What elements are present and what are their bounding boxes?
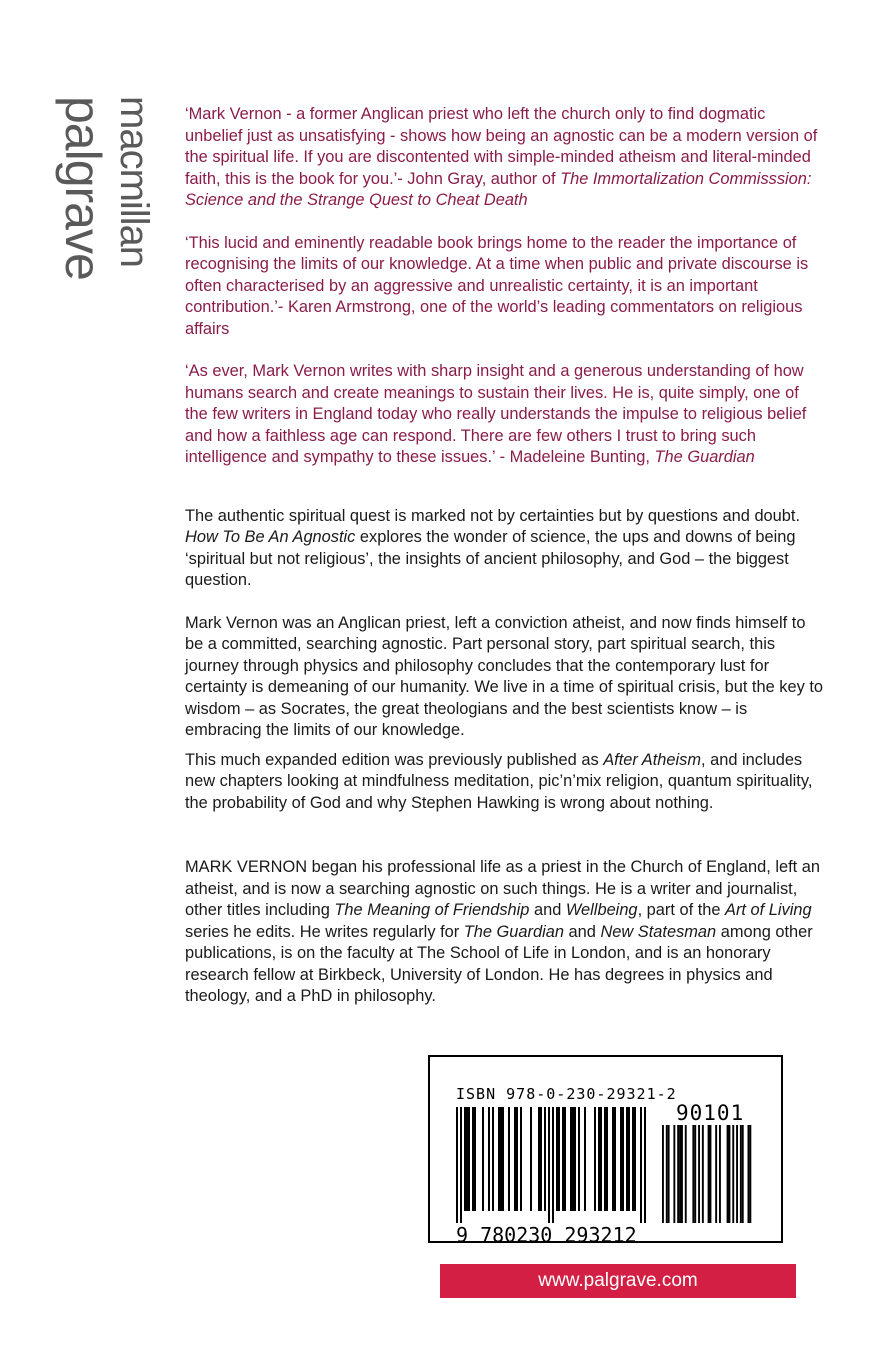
review-quote bbox=[185, 361, 825, 469]
bio-title-italic: Wellbeing bbox=[565, 901, 638, 919]
barcode-bar bbox=[464, 1107, 466, 1211]
addon-bar bbox=[710, 1125, 712, 1223]
publisher-logo-text bbox=[55, 96, 160, 306]
bio-title-italic: Art of Living bbox=[725, 901, 812, 919]
addon-bar bbox=[748, 1125, 750, 1223]
barcode-bar bbox=[562, 1107, 564, 1211]
logo-palgrave: palgrave bbox=[55, 96, 111, 280]
addon-bar bbox=[719, 1125, 721, 1223]
isbn-label: ISBN 978-0-230-29321-2 bbox=[456, 1085, 677, 1103]
addon-bar bbox=[702, 1125, 704, 1223]
barcode-bar bbox=[492, 1107, 494, 1211]
barcode-bar bbox=[628, 1107, 630, 1211]
barcode-bar bbox=[530, 1107, 532, 1211]
addon-bar bbox=[732, 1125, 734, 1223]
addon-bar bbox=[692, 1125, 694, 1223]
barcode-bar bbox=[626, 1107, 628, 1211]
addon-bar bbox=[673, 1125, 675, 1223]
barcode-bar bbox=[514, 1107, 516, 1211]
bio-text: MARK VERNON began his professional life as a priest in the Church of England, left an atheist, and is now a searching agnostic on such things. He is a writer and journalist, other titles including bbox=[185, 858, 821, 919]
barcode-bar bbox=[594, 1107, 596, 1211]
barcode-bars bbox=[446, 1107, 768, 1225]
barcode-bar bbox=[558, 1107, 560, 1211]
barcode-bar bbox=[508, 1107, 510, 1211]
barcode-bar bbox=[456, 1107, 458, 1223]
bio-title-italic: New Statesman bbox=[600, 922, 717, 941]
barcode-bar bbox=[600, 1107, 602, 1211]
barcode-bar bbox=[538, 1107, 540, 1211]
barcode-bar bbox=[466, 1107, 468, 1211]
barcode-bar bbox=[578, 1107, 580, 1211]
addon-bar bbox=[666, 1125, 668, 1223]
barcode-bar bbox=[640, 1107, 642, 1223]
addon-bar bbox=[681, 1125, 683, 1223]
bio-text: among other publications, is on the faculty at The School of Life in London, and is an honorary research fellow at Birkbeck, University of London. He has degrees in physics and theology, and a PhD in philosophy. bbox=[185, 922, 813, 1005]
price-code: 90101 bbox=[676, 1101, 745, 1125]
description-text: , and includes new chapters looking at mindfulness meditation, pic’n’mix religion, quantum spirituality, the probability of God and why Stephen Hawking is wrong about nothing. bbox=[185, 750, 813, 812]
review-quote bbox=[185, 233, 825, 341]
barcode-bar bbox=[544, 1107, 546, 1211]
barcode-bar bbox=[572, 1107, 574, 1211]
barcode-bar bbox=[556, 1107, 558, 1211]
book-title-italic: After Atheism bbox=[603, 750, 701, 769]
barcode-bar bbox=[598, 1107, 600, 1211]
bio-title-italic: The Meaning of Friendship bbox=[334, 901, 530, 919]
quote-text: ‘As ever, Mark Vernon writes with sharp insight and a generous understanding of how humans search and create meanings to sustain their lives. He is, quite simply, one of the few writers in England today who really understands the impulse to religious belief and how a faithless age can respond. There are few others I trust to bring such intelligence and sympathy to these issues.’ - Madeleine Bunting, bbox=[185, 362, 807, 466]
addon-bar bbox=[749, 1125, 751, 1223]
author-bio bbox=[185, 857, 825, 1008]
barcode-bar bbox=[502, 1107, 504, 1211]
addon-bar bbox=[679, 1125, 681, 1223]
barcode-bar bbox=[632, 1107, 634, 1211]
addon-bar bbox=[742, 1125, 744, 1223]
description-text: This much expanded edition was previously published as bbox=[185, 750, 604, 769]
barcode-bar bbox=[488, 1107, 490, 1211]
description-text: Mark Vernon was an Anglican priest, left a conviction atheist, and now finds himself to be a committed, searching agnostic. Part personal story, part spiritual search, this journey through physics and philosophy concludes that the contemporary lust for certainty is demeaning of our humanity. We live in a time of spiritual crisis, but the key to wisdom – as Socrates, the great theologians and the best scientists know – is embracing the limits of our knowledge. bbox=[185, 613, 824, 739]
description-text: explores the wonder of science, the ups and downs of being ‘spiritual but not religious’, the insights of ancient philosophy, and God – the biggest question. bbox=[185, 528, 796, 589]
addon-bar bbox=[677, 1125, 679, 1223]
barcode-bar bbox=[606, 1107, 608, 1211]
barcode-bar bbox=[552, 1107, 554, 1223]
book-title-italic: How To Be An Agnostic bbox=[185, 528, 356, 546]
addon-bar bbox=[729, 1125, 731, 1223]
barcode-bar bbox=[498, 1107, 500, 1211]
bio-text: , part of the bbox=[637, 901, 726, 919]
addon-bar bbox=[736, 1125, 738, 1223]
barcode-bar bbox=[482, 1107, 484, 1211]
barcode-bar bbox=[622, 1107, 624, 1211]
description-paragraph bbox=[185, 613, 825, 742]
logo-macmillan: macmillan bbox=[112, 96, 156, 268]
addon-bar bbox=[694, 1125, 696, 1223]
addon-bar bbox=[662, 1125, 664, 1223]
description-paragraph bbox=[185, 506, 825, 592]
quote-italic: The Immortalization Commisssion: Science and the Strange Quest to Cheat Death bbox=[185, 169, 812, 209]
barcode-bar bbox=[574, 1107, 576, 1211]
barcode-box bbox=[428, 1055, 783, 1247]
cover-text bbox=[185, 104, 825, 1008]
barcode-bar bbox=[614, 1107, 616, 1211]
barcode-bar bbox=[460, 1107, 462, 1223]
barcode-bar bbox=[516, 1107, 518, 1211]
addon-bar bbox=[740, 1125, 742, 1223]
quote-text: ‘This lucid and eminently readable book brings home to the reader the importance of recognising the limits of our knowledge. At a time when public and private discourse is often characterised by an aggressive and unrealistic certainty, it is an important contribution.’- Karen Armstrong, one of the world’s leading commentators on religious affairs bbox=[185, 233, 809, 338]
addon-bar bbox=[727, 1125, 729, 1223]
quote-text: ‘Mark Vernon - a former Anglican priest who left the church only to find dogmatic unbelief just as unsatisfying - shows how being an agnostic can be a modern version of the spiritual life. If you are discontented with simple-minded atheism and literal-minded faith, this is the book for you.’- John Gray, author of bbox=[185, 105, 818, 188]
addon-bar bbox=[708, 1125, 710, 1223]
addon-bar bbox=[698, 1125, 700, 1223]
barcode-bar bbox=[468, 1107, 470, 1211]
barcode-bar bbox=[472, 1107, 474, 1211]
barcode-bar bbox=[548, 1107, 550, 1223]
description-text: The authentic spiritual quest is marked not by certainties but by questions and doubt. bbox=[185, 506, 801, 525]
barcode-bar bbox=[644, 1107, 646, 1223]
ean-digits: 9 780230 293212 bbox=[456, 1223, 637, 1247]
addon-bar bbox=[715, 1125, 717, 1223]
barcode-bar bbox=[474, 1107, 476, 1211]
bio-title-italic: The Guardian bbox=[463, 922, 564, 941]
barcode-bar bbox=[604, 1107, 606, 1211]
addon-bar bbox=[668, 1125, 670, 1223]
review-quote bbox=[185, 104, 825, 212]
barcode-bar bbox=[500, 1107, 502, 1211]
addon-bar bbox=[685, 1125, 687, 1223]
barcode-bar bbox=[564, 1107, 566, 1211]
barcode-bar bbox=[570, 1107, 572, 1211]
bio-text: and bbox=[563, 922, 601, 941]
quote-italic: The Guardian bbox=[654, 448, 755, 466]
bio-text: series he edits. He writes regularly for bbox=[185, 922, 464, 941]
publisher-logo bbox=[55, 96, 160, 306]
bio-text: and bbox=[529, 901, 566, 919]
barcode-bar bbox=[540, 1107, 542, 1211]
barcode-bar bbox=[584, 1107, 586, 1211]
description-paragraph bbox=[185, 750, 825, 815]
barcode-bar bbox=[612, 1107, 614, 1211]
barcode-bar bbox=[520, 1107, 522, 1211]
publisher-url[interactable]: www.palgrave.com bbox=[440, 1264, 796, 1298]
barcode-bar bbox=[634, 1107, 636, 1211]
barcode-bar bbox=[620, 1107, 622, 1211]
